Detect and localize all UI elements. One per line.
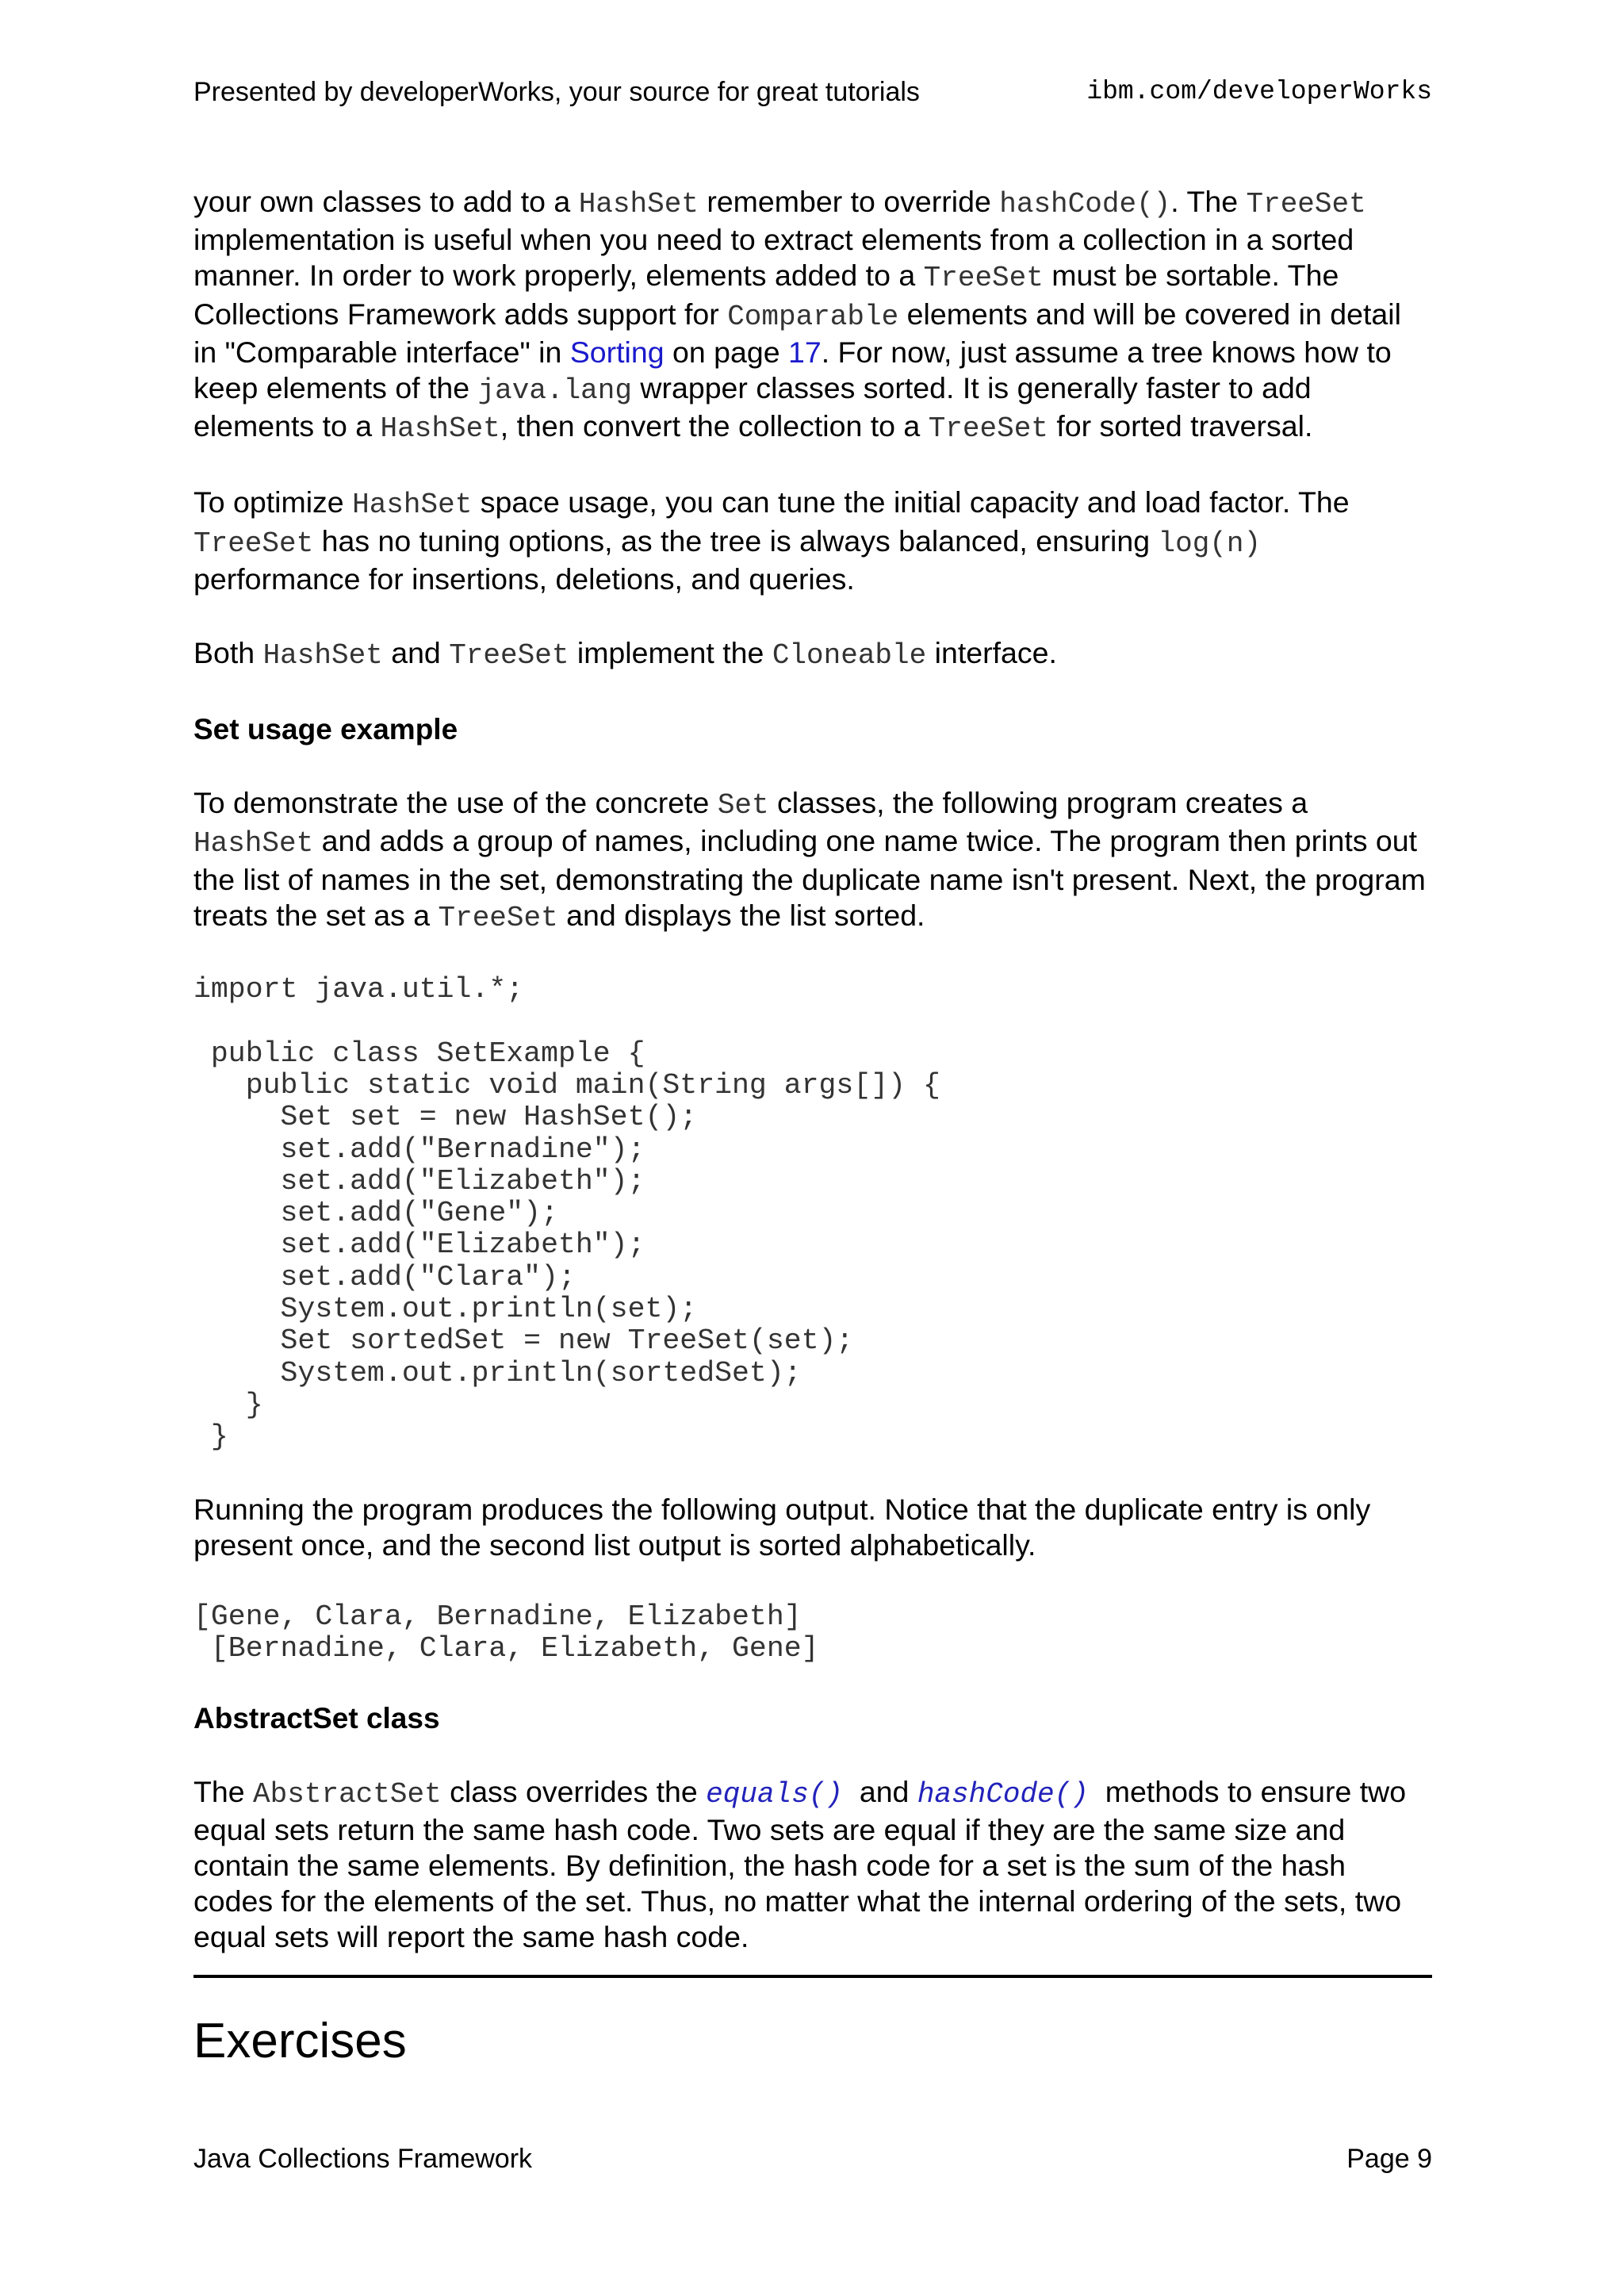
spacer bbox=[193, 1665, 1432, 1700]
spacer bbox=[193, 673, 1432, 711]
text: . The bbox=[1170, 185, 1247, 218]
spacer bbox=[193, 447, 1432, 485]
text: implement the bbox=[569, 636, 772, 670]
text: has no tuning options, as the tree is always balanced, ensuring bbox=[313, 523, 1159, 558]
text: your own classes to add to a bbox=[193, 185, 579, 218]
code-treeset: TreeSet bbox=[1246, 188, 1366, 220]
text: Both bbox=[193, 636, 263, 670]
spacer bbox=[193, 747, 1432, 785]
header-source-text: Presented by developerWorks, your source for great tutorials bbox=[193, 77, 920, 107]
code-hashset: HashSet bbox=[193, 827, 314, 861]
heading-abstractset-class: AbstractSet class bbox=[193, 1701, 440, 1734]
spacer bbox=[193, 1563, 1432, 1601]
text: must be sortable. The Collections Framework adds support for bbox=[193, 259, 1339, 331]
spacer bbox=[193, 1454, 1432, 1492]
paragraph-demonstrate-set bbox=[193, 785, 1432, 936]
running-footer bbox=[193, 2141, 1432, 2176]
code-log-n: log(n) bbox=[1158, 527, 1262, 560]
spacer bbox=[193, 936, 1432, 974]
code-treeset: TreeSet bbox=[923, 262, 1044, 295]
text: implementation is useful when you need to extract elements from a collection in a sorted manner. In order to work properly, elements added to a bbox=[193, 223, 1354, 293]
code-hashcode: hashCode() bbox=[999, 188, 1171, 220]
equals-link[interactable]: equals() bbox=[706, 1777, 843, 1811]
text: space usage, you can tune the initial capacity and load factor. The bbox=[472, 485, 1350, 519]
code-java-lang: java.lang bbox=[477, 374, 632, 408]
spacer bbox=[193, 1736, 1432, 1774]
paragraph-optimize-hashset bbox=[193, 485, 1432, 597]
footer-page-number: Page 9 bbox=[1346, 2144, 1432, 2174]
text: . For now, just assume a tree knows how to keep elements of the bbox=[193, 335, 1392, 405]
paragraph-cloneable bbox=[193, 635, 1432, 673]
text: and bbox=[382, 636, 450, 670]
code-hashset: HashSet bbox=[380, 412, 500, 446]
text: methods to ensure two equal sets return the same hash code. Two sets are equal if they are the same size and contain the same elements. By definition, the hash code for a set is the sum of the hash codes for the elements of the set. Thus, no matter what the internal ordering of the sets, two equal sets will report the same hash code. bbox=[193, 1774, 1415, 1954]
text: , then convert the collection to a bbox=[500, 409, 929, 443]
code-hashset: HashSet bbox=[262, 639, 383, 673]
text: remember to override bbox=[698, 185, 1000, 218]
code-treeset: TreeSet bbox=[193, 527, 314, 560]
heading-set-usage-example: Set usage example bbox=[193, 713, 458, 746]
paragraph-abstractset bbox=[193, 1774, 1432, 1956]
paragraph-hashset-treeset bbox=[193, 184, 1432, 447]
text: To demonstrate the use of the concrete bbox=[193, 786, 718, 820]
code-treeset: TreeSet bbox=[928, 412, 1048, 446]
text: To optimize bbox=[193, 485, 353, 519]
code-set: Set bbox=[717, 789, 769, 822]
text: and bbox=[843, 1774, 917, 1808]
text: The bbox=[193, 1774, 254, 1808]
section-divider bbox=[193, 1975, 1432, 1978]
text: elements and will be covered in detail in "Comparable interface" in bbox=[193, 297, 1401, 369]
code-hashset: HashSet bbox=[578, 188, 699, 220]
text: and adds a group of names, including one name twice. The program then prints out the list of names in the set, demonstrating the duplicate name isn't present. Next, the program treats the set as a bbox=[193, 824, 1426, 932]
sorting-link[interactable]: Sorting bbox=[569, 335, 665, 369]
page-17-link[interactable]: 17 bbox=[788, 335, 822, 369]
running-header bbox=[193, 75, 1432, 109]
spacer bbox=[193, 597, 1432, 635]
section-title-exercises: Exercises bbox=[193, 2014, 407, 2068]
footer-title-text: Java Collections Framework bbox=[193, 2144, 533, 2174]
code-listing-output: [Gene, Clara, Bernadine, Elizabeth] [Bernadine, Clara, Elizabeth, Gene] bbox=[193, 1600, 819, 1665]
code-treeset: TreeSet bbox=[438, 901, 558, 934]
text: interface. bbox=[926, 636, 1057, 670]
paragraph-running-program: Running the program produces the following output. Notice that the duplicate entry is only present once, and the second list output is sorted alphabetically. bbox=[193, 1492, 1371, 1562]
text: classes, the following program creates a bbox=[768, 786, 1308, 820]
document-page bbox=[193, 0, 1432, 2296]
text: on page bbox=[664, 335, 788, 369]
code-hashset: HashSet bbox=[352, 489, 473, 522]
code-comparable: Comparable bbox=[727, 300, 899, 333]
text: wrapper classes sorted. It is generally faster to add elements to a bbox=[193, 371, 1312, 443]
code-cloneable: Cloneable bbox=[772, 639, 927, 673]
code-abstractset: AbstractSet bbox=[253, 1777, 442, 1811]
text: class overrides the bbox=[441, 1774, 707, 1808]
code-treeset: TreeSet bbox=[449, 639, 569, 673]
text: performance for insertions, deletions, and queries. bbox=[193, 562, 855, 596]
main-content bbox=[193, 184, 1432, 1956]
hashcode-link[interactable]: hashCode() bbox=[917, 1777, 1089, 1811]
text: and displays the list sorted. bbox=[557, 898, 925, 932]
code-listing-set-example: import java.util.*; public class SetExample { public static void main(String args[]) { Set set = new HashSet(); set.add("Bernadine"); set.add("Elizabeth"); set.add("Gene"); set.add("Elizabeth"); set.add("Clara"); System.out.println(set); Set sortedSet = new TreeSet(set); System.out.println(sortedSet); } } bbox=[193, 973, 940, 1454]
text: for sorted traversal. bbox=[1048, 409, 1313, 443]
header-site-text: ibm.com/developerWorks bbox=[1086, 77, 1432, 106]
